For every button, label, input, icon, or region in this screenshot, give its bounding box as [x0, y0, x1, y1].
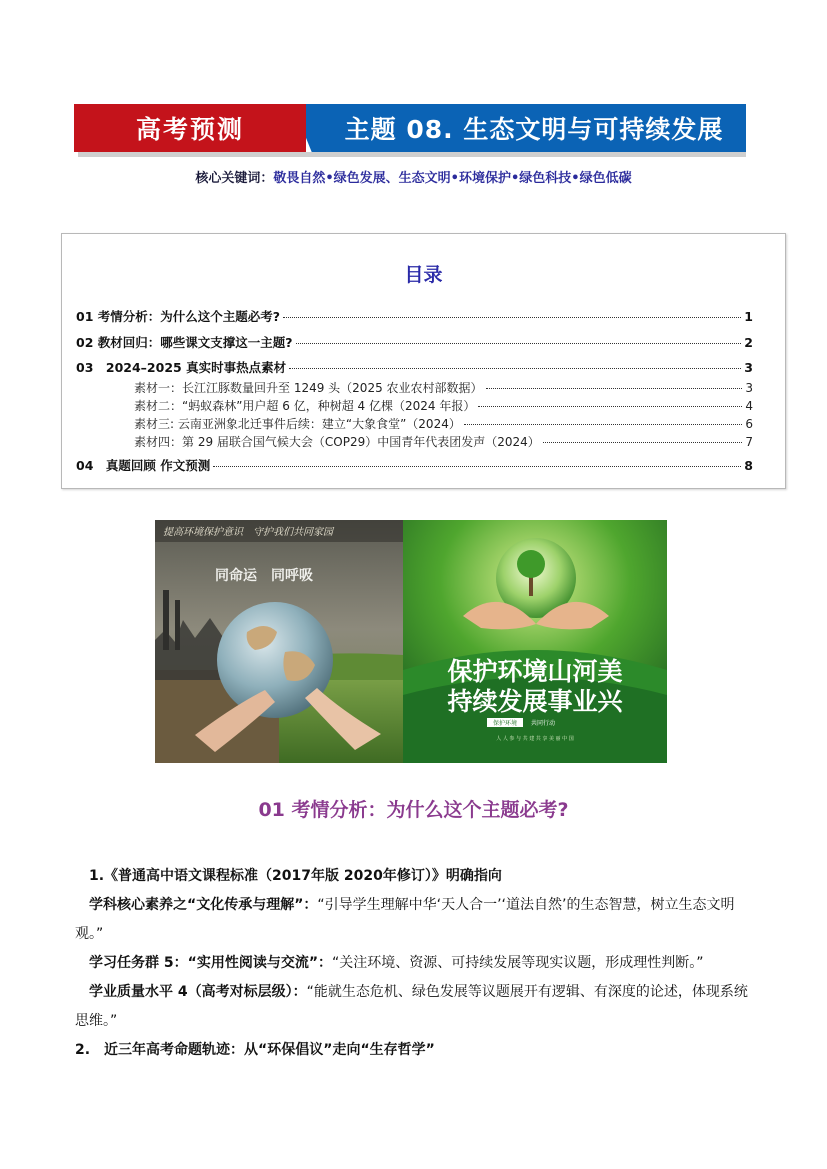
paragraph-2-lead: 学科核心素养之“文化传承与理解”：	[89, 897, 318, 913]
toc-item-label: 01 考情分析：为什么这个主题必考?	[76, 309, 280, 324]
paragraph-4-text: “能就生态危机、绿色发展等议题展开有逻辑、有深度的论述，体现系统思维。”	[75, 984, 748, 1029]
toc-leader	[486, 388, 742, 389]
paragraph-5: 2. 近三年高考命题轨迹：从“环保倡议”走向“生存哲学”	[75, 1042, 435, 1058]
paragraph-3-lead: 学习任务群 5：“实用性阅读与交流”：	[89, 955, 333, 971]
toc-leader	[543, 442, 742, 443]
toc-item-page: 7	[745, 435, 753, 449]
toc-item-label: 素材一：长江江豚数量回升至 1249 头（2025 农业农村部数据）	[134, 381, 483, 395]
paragraph-4	[75, 978, 755, 1036]
poster-hands-globe-graphic	[403, 520, 667, 763]
poster-earth-hands	[155, 520, 403, 763]
keywords-values: 敬畏自然•绿色发展、生态文明•环境保护•绿色科技•绿色低碳	[273, 171, 632, 186]
paragraph-3-text: “关注环境、资源、可持续发展等现实议题，形成理性判断。”	[332, 955, 704, 971]
paragraph-2	[75, 891, 755, 949]
toc-leader	[283, 317, 741, 318]
poster-top-caption: 提高环境保护意识 守护我们共同家园	[163, 527, 333, 538]
body-content	[75, 862, 755, 1065]
paragraph-4-lead: 学业质量水平 4（高考对标层级）：	[89, 984, 307, 1000]
banner-topic-title: 主题 08. 生态文明与可持续发展	[344, 115, 724, 144]
toc-item[interactable]	[76, 333, 753, 351]
paragraph-3	[75, 949, 755, 978]
poster-title-line2: 持续发展事业兴	[447, 687, 623, 716]
toc-item-page: 4	[745, 399, 753, 413]
toc-subitem[interactable]	[134, 379, 753, 396]
toc-item-label: 素材四：第 29 届联合国气候大会（COP29）中国青年代表团发声（2024）	[134, 435, 540, 449]
toc-item-page: 2	[744, 335, 753, 350]
toc-item-page: 3	[745, 381, 753, 395]
toc-item-label: 03 2024–2025 真实时事热点素材	[76, 360, 287, 375]
toc-leader	[289, 368, 741, 369]
section-heading: 01 考情分析：为什么这个主题必考?	[258, 799, 569, 821]
poster-tag-1: 保护环境	[492, 720, 518, 727]
toc-item-page: 3	[744, 360, 753, 375]
toc-item-label: 04 真题回顾 作文预测	[76, 458, 211, 473]
poster-slogan: 同命运 同呼吸	[215, 568, 313, 584]
toc-item-label: 02 教材回归：哪些课文支撑这一主题?	[76, 335, 293, 350]
toc-subitem[interactable]	[134, 415, 753, 432]
poster-hands-globe	[403, 520, 667, 763]
toc-item-page: 6	[745, 417, 753, 431]
toc-item[interactable]	[76, 456, 753, 474]
keywords-label: 核心关键词：	[195, 171, 274, 186]
table-of-contents	[61, 233, 786, 489]
banner-red-label: 高考预测	[74, 104, 306, 152]
toc-item-page: 1	[744, 309, 753, 324]
toc-leader	[296, 343, 742, 344]
toc-item[interactable]	[76, 307, 753, 325]
toc-title: 目录	[404, 264, 443, 286]
toc-leader	[213, 466, 741, 467]
toc-leader	[478, 406, 742, 407]
keywords-line	[0, 167, 827, 186]
toc-subitem[interactable]	[134, 397, 753, 414]
poster-tag-2: 共同行动	[530, 720, 556, 727]
poster-earth-hands-graphic	[155, 520, 403, 763]
paragraph-2-text: “引导学生理解中华‘天人合一’‘道法自然’的生态智慧，树立生态文明观。”	[75, 897, 735, 942]
toc-item-page: 8	[744, 458, 753, 473]
poster-small-line: 人 人 参 与 共 建 共 享 美 丽 中 国	[496, 736, 574, 742]
toc-item-label: 素材三: 云南亚洲象北迁事件后续：建立“大象食堂”（2024）	[134, 417, 461, 431]
title-banner	[74, 104, 746, 154]
toc-item[interactable]	[76, 358, 753, 376]
toc-item-label: 素材二：“蚂蚁森林”用户超 6 亿，种树超 4 亿棵（2024 年报）	[134, 399, 476, 413]
toc-leader	[464, 424, 742, 425]
toc-subitem[interactable]	[134, 433, 753, 450]
poster-title-line1: 保护环境山河美	[447, 657, 623, 686]
paragraph-1: 1.《普通高中语文课程标准（2017年版 2020年修订）》明确指向	[89, 868, 502, 884]
